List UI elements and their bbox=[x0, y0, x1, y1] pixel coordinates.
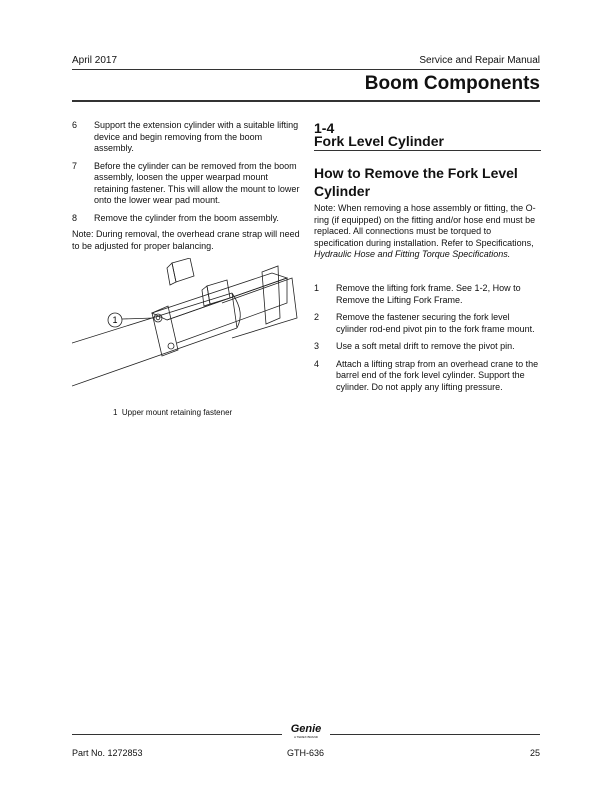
list-item bbox=[314, 312, 542, 335]
step-text: Remove the cylinder from the boom assembly. bbox=[94, 212, 279, 223]
caption-text: Upper mount retaining fastener bbox=[121, 408, 233, 417]
step-number: 6 bbox=[72, 120, 78, 130]
right-step-list bbox=[314, 283, 542, 399]
list-item bbox=[314, 359, 542, 394]
left-note: Note: During removal, the overhead crane strap will need to be adjusted for proper balancing. bbox=[72, 229, 300, 251]
part-number: Part No. 1272853 bbox=[72, 748, 143, 758]
list-item bbox=[72, 161, 300, 207]
step-text: Support the extension cylinder with a suitable lifting device and begin removing from the boom assembly. bbox=[94, 120, 299, 153]
callout-number: 1 bbox=[112, 315, 118, 325]
page-number: 25 bbox=[529, 748, 540, 758]
list-item bbox=[314, 283, 542, 306]
model-number: GTH-636 bbox=[287, 748, 325, 758]
logo-wordmark: Genie bbox=[290, 723, 322, 735]
step-number: 8 bbox=[72, 212, 78, 223]
step-text: Before the cylinder can be removed from the boom assembly, loosen the upper wearpad mount retaining fastener. This will allow the mount to lower onto the lower wear pad mount. bbox=[94, 160, 300, 205]
note-text: Note: When removing a hose assembly or fitting, the O-ring (if equipped) on the fitting and/or hose end must be replaced. All connections must be torqued to specification during installation. Refer to Specifications, bbox=[314, 203, 536, 248]
step-number: 7 bbox=[72, 160, 78, 171]
list-item bbox=[72, 120, 300, 155]
title-rule bbox=[72, 100, 540, 102]
step-number: 2 bbox=[314, 312, 320, 322]
header-manual-title: Service and Repair Manual bbox=[419, 55, 540, 66]
footer-rule-left bbox=[72, 734, 282, 735]
step-text: Remove the fastener securing the fork level cylinder rod-end pivot pin to the fork frame mount. bbox=[336, 312, 535, 334]
step-number: 4 bbox=[314, 358, 320, 369]
section-title: Fork Level Cylinder bbox=[314, 133, 444, 149]
note-italic-ref: Hydraulic Hose and Fitting Torque Specifications. bbox=[314, 249, 511, 259]
step-text: Use a soft metal drift to remove the pivot pin. bbox=[336, 341, 515, 351]
logo-subtitle: A TEREX BRAND bbox=[294, 735, 318, 739]
step-number: 3 bbox=[314, 341, 320, 351]
genie-logo bbox=[284, 724, 328, 739]
figure-caption bbox=[113, 408, 232, 417]
section-number: 1-4 bbox=[314, 120, 335, 136]
list-item bbox=[72, 213, 300, 225]
step-text: Remove the lifting fork frame. See 1-2, How to Remove the Lifting Fork Frame. bbox=[336, 283, 521, 305]
header-rule bbox=[72, 69, 540, 70]
chapter-title: Boom Components bbox=[364, 73, 540, 94]
section-rule bbox=[314, 150, 541, 151]
boom-cylinder-figure bbox=[72, 258, 302, 403]
header-date: April 2017 bbox=[72, 55, 118, 66]
subsection-title: How to Remove the Fork Level Cylinder bbox=[314, 165, 518, 199]
step-number: 1 bbox=[314, 283, 320, 293]
right-note bbox=[314, 203, 542, 261]
list-item bbox=[314, 341, 542, 353]
caption-number: 1 bbox=[113, 408, 118, 417]
left-step-list bbox=[72, 120, 300, 230]
footer-rule-right bbox=[330, 734, 540, 735]
step-text: Attach a lifting strap from an overhead crane to the barrel end of the fork level cylinder. Support the cylinder. Do not apply any lifting pressure. bbox=[336, 358, 539, 392]
